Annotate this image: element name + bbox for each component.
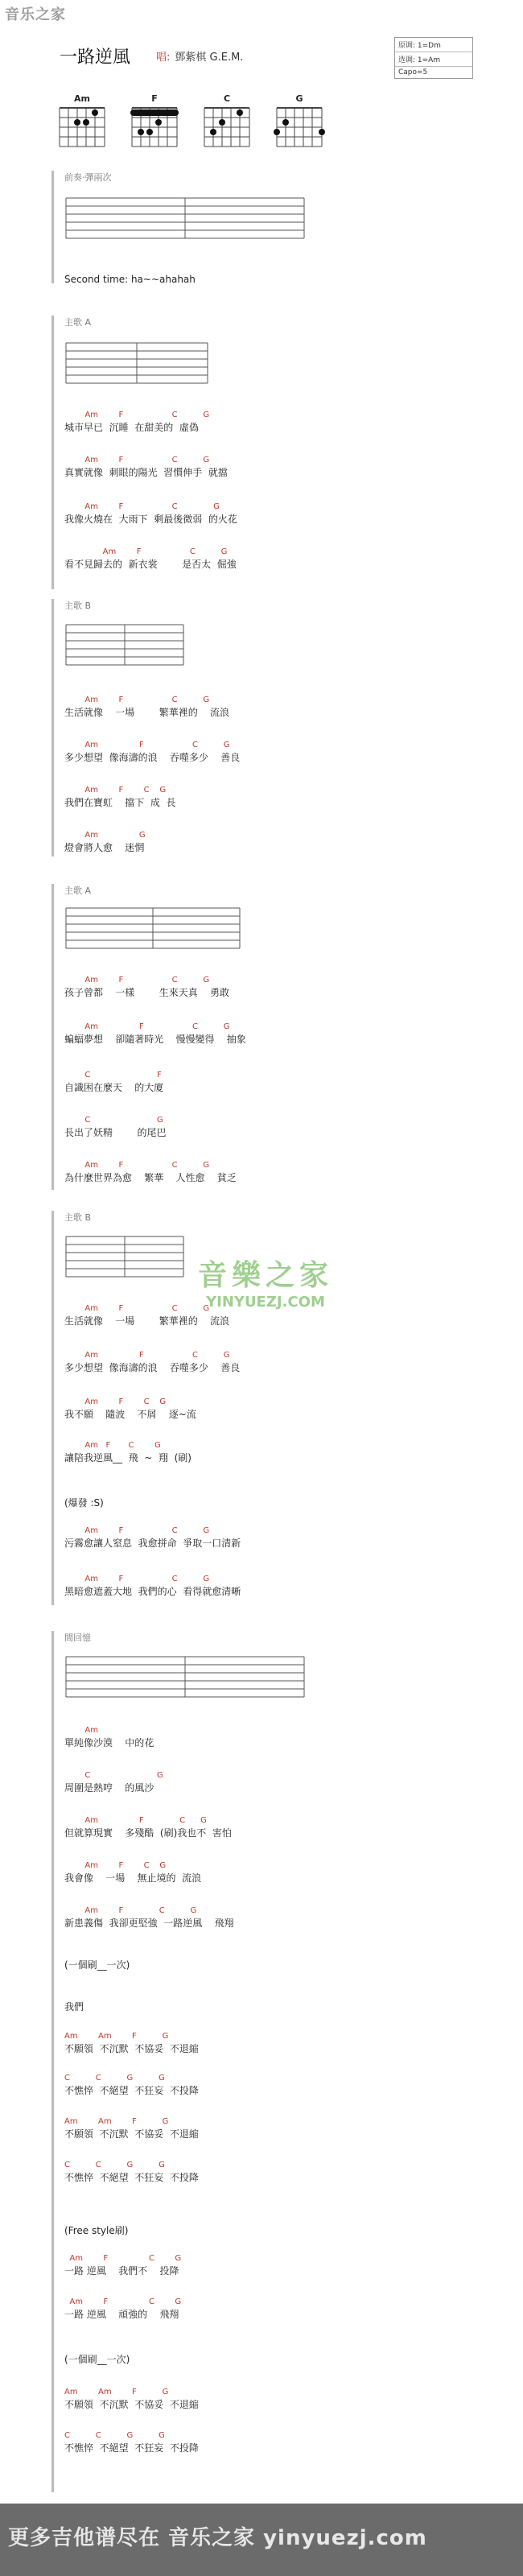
- lyric-text: 生活就像 一場 繁華裡的 流浪: [64, 707, 230, 718]
- lyric-line: [64, 2074, 483, 2106]
- chord-row: Am F C G: [64, 1351, 230, 1360]
- chord-row: Am Am F G: [64, 2388, 169, 2396]
- chord-row: C C G G: [64, 2431, 165, 2440]
- lyric-line: [64, 1575, 483, 1607]
- chord-row: Am F C G: [64, 2297, 182, 2306]
- lyric-line: [64, 976, 483, 1008]
- lyric-text: 一路 逆風 我們不 投降: [64, 2265, 179, 2277]
- lyric-text: 我們在寶虹 擋下 成 長: [64, 797, 176, 808]
- chord-grid: [129, 105, 180, 155]
- lyric-line: [64, 1071, 483, 1103]
- lyric-text: 讓陪我逆風__ 飛 ~ 翔 (刷): [64, 1452, 191, 1463]
- lyric-text: 多少想望 像海濤的浪 吞噬多少 善良: [64, 752, 241, 763]
- freestyle-note: (Free style刷): [64, 2225, 129, 2236]
- lyric-text: 看不見歸去的 新衣裳 是否太 倔強: [64, 559, 237, 570]
- chord-row: C C G G: [64, 2074, 165, 2083]
- key-selected: 选调: 1=Am: [395, 52, 472, 67]
- chord-row: C G: [64, 1771, 163, 1780]
- chord-row: Am Am F G: [64, 2117, 169, 2126]
- lyric-line: [64, 1351, 483, 1383]
- lyric-text: 不願領 不沉默 不協妥 不退縮: [64, 2128, 199, 2140]
- lyric-line: [64, 1861, 483, 1893]
- singer-label: 唱:: [156, 52, 171, 64]
- lyric-line: [64, 1726, 483, 1758]
- second-time-note: Second time: ha~~ahahah: [64, 274, 196, 285]
- lyric-line: [64, 547, 483, 580]
- lyric-text: 我們: [64, 2001, 84, 2013]
- chord-grid: [56, 105, 108, 155]
- chord-row: Am F C G: [64, 1161, 210, 1170]
- singer-line: [156, 48, 243, 64]
- lyric-text: 長出了妖精 的尾巴: [64, 1127, 167, 1138]
- chord-name: F: [151, 93, 158, 104]
- section-title-verse-b: 主歌 B: [64, 601, 92, 611]
- key-original: 原调: 1=Dm: [395, 38, 472, 52]
- lyric-text: 黑暗愈遮蓋大地 我們的心 看得就愈清晰: [64, 1586, 241, 1597]
- chord-row: Am F C G: [64, 696, 210, 704]
- lyric-text: 真實就像 刺眼的陽光 習慣伸手 就擋: [64, 467, 228, 478]
- watermark: [169, 1253, 362, 1311]
- lyric-text: 單純像沙漠 中的花: [64, 1737, 154, 1748]
- chord-row: Am F C G: [64, 2254, 182, 2263]
- section-title-verse-b-2: 主歌 B: [64, 1212, 92, 1223]
- lyric-text: 多少想望 像海濤的浪 吞噬多少 善良: [64, 1362, 241, 1373]
- chord-grid: [274, 105, 325, 155]
- section-bar: [51, 599, 54, 857]
- chord-row: Am F C G: [64, 1022, 230, 1031]
- lyric-text: 我會像 一場 無止境的 流浪: [64, 1872, 202, 1884]
- lyric-text: 但就算現實 多殘酷 (刷)我也不 害怕: [64, 1827, 232, 1839]
- chord-diagram-am: [56, 93, 114, 155]
- chord-row: Am F C G: [64, 1906, 197, 1915]
- chord-diagram-g: [274, 93, 332, 155]
- explode-note: (爆發 :S): [64, 1497, 104, 1509]
- chord-row: Am G: [64, 831, 146, 840]
- lyric-text: 不憔悴 不絕望 不狂妄 不投降: [64, 2172, 199, 2183]
- tab-staff: [64, 338, 209, 394]
- lyric-line: [64, 2431, 483, 2463]
- lyric-line: [64, 1116, 483, 1148]
- strum-note: (一個刷__一次): [64, 2354, 130, 2365]
- strum-note: (一個刷__一次): [64, 1959, 130, 1971]
- key-info-box: [394, 37, 473, 79]
- chord-diagram-f: [129, 93, 187, 155]
- lyric-text: 周圍是熱哼 的風沙: [64, 1782, 154, 1794]
- section-title-bridge: 間回憶: [64, 1633, 91, 1643]
- chord-row: Am: [64, 1726, 99, 1735]
- site-logo: 音乐之家: [5, 6, 66, 23]
- section-bar: [51, 884, 54, 1190]
- lyric-line: [64, 1906, 483, 1938]
- lyric-line: [64, 456, 483, 488]
- lyric-line: [64, 1397, 483, 1430]
- lyric-line: [64, 1526, 483, 1558]
- lyric-line: [64, 786, 483, 818]
- lyric-text: 孩子曾都 一樣 生來天真 勇敢: [64, 987, 230, 998]
- footer-text: 更多吉他谱尽在 音乐之家 yinyuezj.com: [8, 2526, 427, 2550]
- section-bar: [51, 316, 54, 589]
- lyric-line: [64, 502, 483, 535]
- tab-staff: [64, 1232, 185, 1288]
- lyric-text: 生活就像 一場 繁華裡的 流浪: [64, 1315, 230, 1327]
- lyric-line: [64, 2117, 483, 2149]
- lyric-text: 新患義傷 我卻更堅強 一路逆風 飛翔: [64, 1918, 234, 1929]
- section-bar: [51, 1631, 54, 2492]
- lyric-line: [64, 2297, 483, 2330]
- lyric-text: 蝙蝠夢想 卻隨著時光 慢慢變得 抽象: [64, 1034, 246, 1045]
- chord-row: Am F C G: [64, 547, 228, 556]
- section-title-verse-a: 主歌 A: [64, 317, 92, 328]
- lyric-line: [64, 741, 483, 773]
- lyric-line: [64, 1816, 483, 1848]
- chord-row: Am F C G: [64, 1575, 210, 1583]
- key-capo: Capo=5: [398, 68, 428, 76]
- song-title: 一路逆風: [60, 47, 131, 68]
- footer-banner: [0, 2504, 523, 2576]
- chord-row: Am F C G: [64, 786, 167, 795]
- section-bar: [51, 171, 54, 283]
- tab-staff: [64, 193, 306, 250]
- chord-row: C C G G: [64, 2161, 165, 2169]
- chord-row: Am F C G: [64, 741, 230, 749]
- lyric-line: [64, 411, 483, 443]
- chord-row: Am F C G: [64, 1526, 210, 1535]
- lyric-text: 不憔悴 不絕望 不狂妄 不投降: [64, 2085, 199, 2096]
- chord-name: Am: [74, 93, 90, 104]
- chord-row: Am F C G: [64, 976, 210, 985]
- lyric-line: [64, 831, 483, 863]
- chord-row: Am F C G: [64, 1397, 167, 1406]
- chord-row: C F: [64, 1071, 162, 1080]
- chord-name: G: [295, 93, 303, 104]
- lyric-text: 燈會將人愈 迷惘: [64, 842, 145, 853]
- lyric-line: [64, 2254, 483, 2286]
- section-title-intro: 前奏·彈兩次: [64, 172, 112, 183]
- lyric-text: 我不願 隨波 不屑 逐~流: [64, 1409, 196, 1420]
- chord-diagrams: [56, 93, 330, 155]
- singer-name: 鄧紫棋 G.E.M.: [175, 52, 244, 64]
- tab-staff: [64, 1652, 306, 1708]
- chord-name: C: [223, 93, 231, 104]
- tab-staff: [64, 903, 241, 960]
- section-title-verse-a-2: 主歌 A: [64, 886, 92, 896]
- lyric-line: [64, 1161, 483, 1193]
- lyric-line: [64, 2388, 483, 2420]
- chord-row: Am F C G: [64, 1441, 161, 1450]
- chord-row: Am F C G: [64, 1861, 167, 1870]
- chord-row: C G: [64, 1116, 163, 1125]
- chord-grid: [201, 105, 253, 155]
- lyric-line: [64, 2032, 483, 2064]
- chord-row: Am Am F G: [64, 2032, 169, 2041]
- lyric-text: 為什麼世界為愈 繁華 人性愈 貧乏: [64, 1172, 237, 1183]
- lyric-line: [64, 1441, 483, 1473]
- lyric-text: 不憔悴 不絕望 不狂妄 不投降: [64, 2442, 199, 2454]
- chord-row: Am F C G: [64, 411, 210, 419]
- lyric-text: 不願領 不沉默 不協妥 不退縮: [64, 2043, 199, 2054]
- lyric-text: 城市早已 沉睡 在甜美的 虛偽: [64, 422, 199, 433]
- chord-diagram-c: [201, 93, 259, 155]
- lyric-line: [64, 2161, 483, 2193]
- lyric-line: [64, 696, 483, 728]
- watermark-text: 音樂之家: [197, 1259, 333, 1292]
- lyric-text: 污霧愈讓人窒息 我愈拼命 爭取一口清新: [64, 1538, 241, 1549]
- section-bar: [51, 1211, 54, 1605]
- lyric-text: 一路 逆風 頑強的 飛翔: [64, 2309, 179, 2320]
- chord-row: Am F C G: [64, 456, 210, 464]
- lyric-text: 自識困在麼天 的大廈: [64, 1082, 164, 1093]
- watermark-url: YINYUEZJ.COM: [206, 1294, 325, 1311]
- lyric-text: 不願領 不沉默 不協妥 不退縮: [64, 2399, 199, 2410]
- lyric-line: [64, 1022, 483, 1055]
- lyric-line: [64, 1771, 483, 1803]
- tab-staff: [64, 620, 185, 676]
- chord-row: Am F C G: [64, 502, 220, 511]
- lyric-text: 我像火燒在 大雨下 剩最後微弱 的火花: [64, 514, 237, 525]
- chord-row: Am F C G: [64, 1304, 210, 1313]
- chord-row: Am F C G: [64, 1816, 207, 1825]
